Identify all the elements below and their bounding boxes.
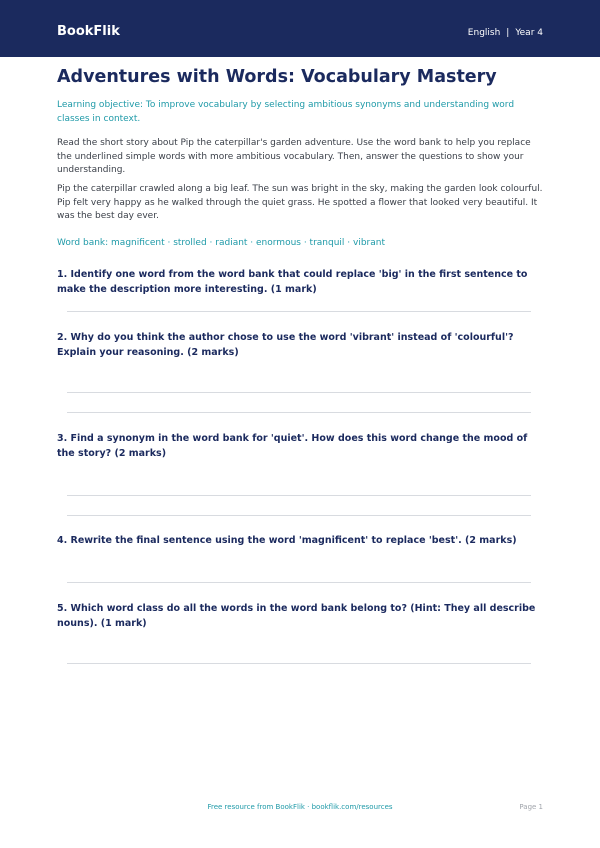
question-1: 1. Identify one word from the word bank that could replace 'big' in the first sentence to make the description more interesting. (1 mark) <box>57 269 528 295</box>
answer-line-5a[interactable] <box>67 663 531 664</box>
page-number: Page 1 <box>519 803 543 811</box>
header-bar <box>0 0 600 57</box>
question-2: 2. Why do you think the author chose to use the word 'vibrant' instead of 'colourful'? Explain your reasoning. (2 marks) <box>57 332 514 358</box>
year-label: Year 4 <box>515 28 543 38</box>
question-4: 4. Rewrite the final sentence using the word 'magnificent' to replace 'best'. (2 marks) <box>57 535 517 546</box>
page-title: Adventures with Words: Vocabulary Mastery <box>57 67 497 87</box>
subject-year-label <box>468 26 543 40</box>
answer-line-4a[interactable] <box>67 582 531 583</box>
learning-objective: Learning objective: To improve vocabulary by selecting ambitious synonyms and understanding word classes in context. <box>57 100 515 124</box>
header-separator: | <box>506 28 510 38</box>
answer-line-2a[interactable] <box>67 392 531 393</box>
footer-credit[interactable]: Free resource from BookFlik · bookflik.com/resources <box>207 803 393 811</box>
answer-line-3a[interactable] <box>67 495 531 496</box>
question-3: 3. Find a synonym in the word bank for 'quiet'. How does this word change the mood of the story? (2 marks) <box>57 433 528 459</box>
word-bank: Word bank: magnificent · strolled · radiant · enormous · tranquil · vibrant <box>57 238 385 248</box>
brand-logo[interactable]: BookFlik <box>57 24 120 39</box>
instructions-paragraph: Read the short story about Pip the caterpillar's garden adventure. Use the word bank to help you replace the underlined simple words with more ambitious vocabulary. Then, answer the questions to show your understanding. <box>57 138 531 175</box>
answer-line-2b[interactable] <box>67 412 531 413</box>
answer-line-1a[interactable] <box>67 311 531 312</box>
subject-label: English <box>467 28 501 38</box>
question-5: 5. Which word class do all the words in the word bank belong to? (Hint: They all describe nouns). (1 mark) <box>57 603 536 629</box>
answer-line-3b[interactable] <box>67 515 531 516</box>
story-paragraph: Pip the caterpillar crawled along a big leaf. The sun was bright in the sky, making the garden look colourful. Pip felt very happy as he walked through the quiet grass. He spotted a flower that looked very beautiful. It was the best day ever. <box>57 184 543 221</box>
